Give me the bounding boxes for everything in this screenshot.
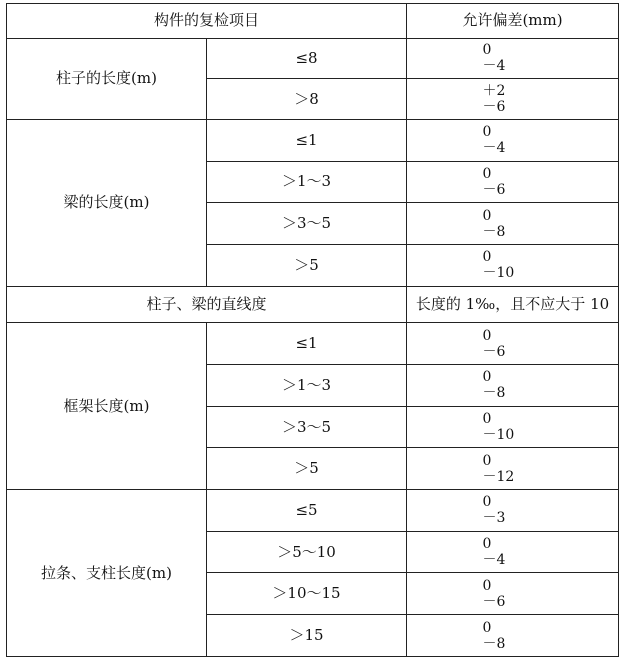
tolerance-upper: 0: [482, 369, 492, 386]
tolerance-lower: －10: [482, 265, 515, 282]
tolerance-table: [6, 3, 619, 657]
tolerance-cell: [407, 244, 619, 286]
straightness-label-cell: 柱子、梁的直线度: [7, 286, 407, 323]
tolerance-lower: －6: [482, 181, 506, 198]
tolerance-lower: －4: [482, 58, 506, 75]
header-tolerance-cell: 允许偏差(mm): [407, 4, 619, 39]
tolerance-cell: [407, 615, 619, 657]
straightness-row: [7, 286, 619, 323]
tolerance-upper: 0: [482, 619, 492, 636]
tolerance-upper: 0: [482, 249, 492, 266]
tolerance-cell: [407, 573, 619, 615]
table-row: [7, 323, 619, 365]
range-cell: ＞5～10: [207, 531, 407, 573]
tolerance-upper: 0: [482, 165, 492, 182]
tolerance-lower: －8: [482, 635, 506, 652]
tolerance-lower: －12: [482, 468, 515, 485]
range-cell: ＞10～15: [207, 573, 407, 615]
range-cell: ≤1: [207, 119, 407, 161]
tolerance-cell: [407, 119, 619, 161]
table-row: [7, 38, 619, 79]
range-cell: ≤1: [207, 323, 407, 365]
tolerance-cell: [407, 406, 619, 448]
tolerance-lower: －6: [482, 593, 506, 610]
group-label-cell: 梁的长度(m): [7, 119, 207, 286]
tolerance-cell: [407, 448, 619, 490]
range-cell: ＞3～5: [207, 203, 407, 245]
tolerance-upper: 0: [482, 577, 492, 594]
tolerance-cell: [407, 79, 619, 120]
tolerance-upper: 0: [482, 411, 492, 427]
range-cell: ＞15: [207, 615, 407, 657]
tolerance-lower: －8: [482, 385, 506, 402]
tolerance-lower: －6: [482, 343, 506, 360]
tolerance-lower: －8: [482, 223, 506, 240]
tolerance-upper: 0: [482, 42, 492, 59]
header-item-cell: 构件的复检项目: [7, 4, 407, 39]
tolerance-upper: ＋2: [482, 83, 506, 100]
tolerance-cell: [407, 203, 619, 245]
range-cell: ＞3～5: [207, 406, 407, 448]
tolerance-cell: [407, 323, 619, 365]
tolerance-upper: 0: [482, 327, 492, 344]
range-cell: ＞5: [207, 244, 407, 286]
tolerance-lower: －3: [482, 510, 506, 527]
range-cell: ＞1～3: [207, 161, 407, 203]
tolerance-cell: [407, 490, 619, 532]
straightness-value-cell: 长度的 1‰，且不应大于 10: [407, 286, 619, 323]
tolerance-cell: [407, 38, 619, 79]
tolerance-cell: [407, 161, 619, 203]
table-row: [7, 119, 619, 161]
tolerance-cell: [407, 364, 619, 406]
range-cell: ＞5: [207, 448, 407, 490]
tolerance-upper: 0: [482, 536, 492, 553]
tolerance-lower: －10: [482, 427, 515, 443]
tolerance-lower: －6: [482, 99, 506, 116]
tolerance-cell: [407, 531, 619, 573]
tolerance-upper: 0: [482, 124, 492, 141]
group-label-cell: 柱子的长度(m): [7, 38, 207, 119]
tolerance-upper: 0: [482, 452, 492, 469]
tolerance-upper: 0: [482, 494, 492, 511]
tolerance-lower: －4: [482, 140, 506, 157]
group-label-cell: 框架长度(m): [7, 323, 207, 490]
range-cell: ≤8: [207, 38, 407, 79]
group-label-cell: 拉条、支柱长度(m): [7, 490, 207, 657]
header-row: [7, 4, 619, 39]
table-row: [7, 490, 619, 532]
tolerance-lower: －4: [482, 552, 506, 569]
range-cell: ＞1～3: [207, 364, 407, 406]
tolerance-upper: 0: [482, 207, 492, 224]
range-cell: ＞8: [207, 79, 407, 120]
range-cell: ≤5: [207, 490, 407, 532]
